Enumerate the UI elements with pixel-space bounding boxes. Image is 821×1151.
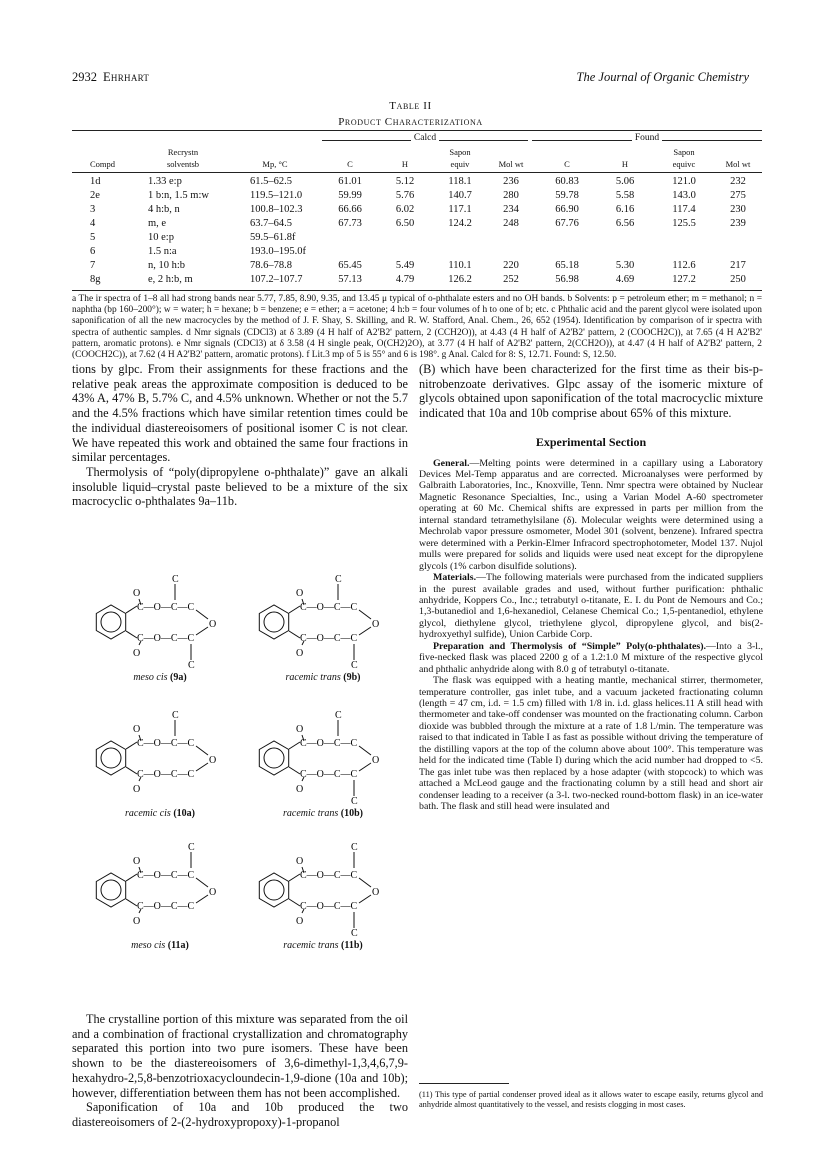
ester-chain-lower: C—O—C—C — [300, 633, 358, 644]
table-cell-fs: 125.5 — [672, 218, 696, 229]
table-cell-solv: m, e — [148, 218, 167, 229]
table-cell-fc: 59.78 — [555, 190, 579, 201]
table-cell-cs: 140.7 — [448, 190, 472, 201]
structure-label-prefix: racemic cis — [125, 808, 171, 819]
table-cell-fm: 230 — [730, 204, 746, 215]
table-cell-fs: 143.0 — [672, 190, 696, 201]
table-cell-ch: 6.02 — [395, 204, 415, 215]
bond-line — [196, 763, 208, 771]
structure-label-prefix: racemic trans — [283, 940, 339, 951]
ester-chain-lower: C—O—C—C — [137, 901, 195, 912]
table-cell-compd: 4 — [90, 218, 96, 229]
table-cell-fs: 112.6 — [672, 260, 696, 271]
table-cell-fh: 5.30 — [615, 260, 635, 271]
table-cell-cm: 234 — [503, 204, 519, 215]
methyl-group: C — [351, 796, 358, 807]
table-cell-cc: 61.01 — [338, 176, 362, 187]
ester-chain-upper: C—O—C—C — [300, 738, 358, 749]
bond-line — [289, 899, 300, 906]
bond-line — [359, 895, 371, 903]
ester-chain-lower: C—O—C—C — [137, 633, 195, 644]
header-h-calcd: H — [401, 159, 409, 169]
table-cell-solv: 10 e:p — [148, 232, 174, 243]
flask-paragraph: The flask was equipped with a heating mantle, mechanical stirrer, thermometer, temperature controller, gas inlet tube, and a vacuum jacketed fractionating column (length = 47 cm, i.d. = 1.5 cm) filled with 1/8 in. i.d. glass helices.11 A still head with thermometer and take-off condenser was mounted on the fractionating column. Carbon dioxide was bubbled through the mixture at a rate of 1.8 l./min. The temperature was raised to that indicated in Table I as fast as possible without driving the temperature of the distilling vapors at the top of the column above about 100°. This temperature was held for the indicated time (Table I) during which the acid number had dropped to <5. The gas inlet tube was then replaced by a hose adapter (with stopcock) to which was attached a McLeod gauge and the fractionating column by a still head and short air condenser leading to a receiver (a 3-l. two-necked round-bottom flask) in an ice-water bath. The flask and still head were insulated and — [419, 675, 763, 813]
table-caption: Product Characterizationa — [338, 116, 483, 128]
structure-2 — [248, 572, 398, 683]
ester-chain-upper: C—O—C—C — [137, 602, 195, 613]
methyl-group: C — [351, 842, 358, 853]
bond-line — [196, 610, 208, 619]
bond-line — [289, 606, 300, 613]
right-column — [419, 362, 763, 813]
carbonyl-oxygen: O — [133, 856, 141, 867]
bond-line — [126, 874, 137, 881]
left-column-lower — [72, 1012, 408, 1130]
carbonyl-oxygen: O — [133, 648, 141, 659]
table-cell-ch: 5.76 — [395, 190, 415, 201]
table-cell-fm: 275 — [730, 190, 746, 201]
structure-label — [248, 808, 398, 819]
calcd-group-rule — [322, 133, 528, 143]
header-recrystn: Recrystn — [167, 147, 199, 157]
table-cell-fh: 5.06 — [615, 176, 635, 187]
methyl-group: C — [335, 574, 342, 585]
prep-text: —Into a 3-l., five-necked flask was placed 2200 g of a 1.2:1.0 M mixture of the respective glycol and phthalic anhydride along with 8.0 g of tetrabutyl o-titanate. — [419, 640, 763, 675]
structure-label — [85, 940, 235, 951]
table-cell-fc: 56.98 — [555, 274, 579, 285]
table-cell-cc: 66.66 — [338, 204, 362, 215]
carbonyl-oxygen: O — [133, 724, 141, 735]
carbonyl-oxygen: O — [296, 648, 304, 659]
ester-chain-upper: C—O—C—C — [137, 870, 195, 881]
bond-line — [196, 627, 208, 635]
header-c-found: C — [564, 159, 570, 169]
table-cell-cc: 65.45 — [338, 260, 362, 271]
bond-line — [359, 746, 371, 755]
structure-label — [85, 808, 235, 819]
table-cell-cc: 67.73 — [338, 218, 362, 229]
table-cell-compd: 2e — [90, 190, 100, 201]
table-cell-compd: 3 — [90, 204, 96, 215]
table-cell-compd: 8g — [90, 274, 101, 285]
prep-paragraph — [419, 641, 763, 675]
table-cell-cc: 59.99 — [338, 190, 362, 201]
table-cell-mp: 63.7–64.5 — [250, 218, 292, 229]
table-cell-cm: 252 — [503, 274, 519, 285]
table-cell-ch: 5.12 — [395, 176, 415, 187]
methyl-group: C — [188, 842, 195, 853]
methyl-group: C — [351, 928, 358, 939]
structure-3 — [85, 708, 235, 819]
table-cell-mp: 193.0–195.0f — [250, 246, 306, 257]
header-h-found: H — [621, 159, 629, 169]
table-cell-mp: 119.5–121.0 — [250, 190, 303, 201]
header-solvents: solventsb — [166, 159, 200, 169]
table-cell-mp: 107.2–107.7 — [250, 274, 303, 285]
table-cell-fs: 127.2 — [672, 274, 696, 285]
aromatic-circle — [264, 748, 284, 768]
table-cell-cs: 124.2 — [448, 218, 472, 229]
table-cell-mp: 100.8–102.3 — [250, 204, 303, 215]
table-cell-fh: 6.56 — [615, 218, 635, 229]
left-para-3: The crystalline portion of this mixture was separated from the oil and a combination of fractional crystallization and chromatography separated this portion into two pure isomers. These have been shown to be the diastereoisomers of 3,6-dimethyl-1,3,4,6,7,9-hexahydro-2,5,8-benzotrioxacycloundecin-1,9-dione (10a and 10b); however, differentiation between them has not been accomplished. — [72, 1012, 408, 1100]
bond-line — [126, 767, 137, 774]
bond-line — [196, 746, 208, 755]
header-molwt-calcd: Mol wt — [498, 159, 524, 169]
structure-label — [248, 940, 398, 951]
structure-label — [85, 672, 235, 683]
structure-label — [248, 672, 398, 683]
table-cell-fc: 66.90 — [555, 204, 579, 215]
table-cell-fm: 217 — [730, 260, 746, 271]
table-cell-fm: 232 — [730, 176, 746, 187]
table-cell-solv: 4 h:b, n — [148, 204, 180, 215]
found-group-rule — [532, 133, 762, 143]
left-para-2: Thermolysis of “poly(dipropylene o-phthalate)” gave an alkali insoluble liquid–crystal paste believed to be a mixture of the six macrocyclic o-phthalates 9a–11b. — [72, 464, 408, 509]
carbonyl-oxygen: O — [133, 916, 141, 927]
bond-line — [289, 767, 300, 774]
left-column-upper — [72, 362, 408, 509]
table-cell-compd: 5 — [90, 232, 96, 243]
table-cell-fm: 250 — [730, 274, 746, 285]
structure-label-id: (11b) — [338, 940, 363, 951]
table-cell-fs: 117.4 — [672, 204, 696, 215]
table-cell-fc: 65.18 — [555, 260, 579, 271]
table-top-rule — [72, 130, 762, 131]
right-para-1: (B) which have been characterized for the first time as their bis-p-nitrobenzoate derivatives. Glpc assay of the isomeric mixture of glycols obtained upon saponification of the total macrocyclic mixture indicated that 10a and 10b comprise about 65% of this mixture. — [419, 362, 763, 421]
table-cell-fc: 60.83 — [555, 176, 579, 187]
table-cell-fs: 121.0 — [672, 176, 696, 187]
table-cell-compd: 7 — [90, 260, 96, 271]
bond-line — [126, 606, 137, 613]
aromatic-circle — [264, 880, 284, 900]
table-cell-solv: 1.5 n:a — [148, 246, 177, 257]
page-number: 2932 — [72, 70, 97, 84]
table-cell-cs: 110.1 — [448, 260, 472, 271]
table-cell-mp: 59.5–61.8f — [250, 232, 296, 243]
header-mp: Mp, °C — [262, 159, 288, 169]
aromatic-circle — [264, 612, 284, 632]
table-footnotes: a The ir spectra of 1–8 all had strong bands near 5.77, 7.85, 8.90, 9.35, and 13.45 μ typical of o-phthalate esters and no OH bands. b Solvents: p = petroleum ether; m = methanol; n = naphtha (bp 160–200°); w = water; h = hexane; b = benzene; e = ether; a = acetone; 4 h:b = four volumes of h to one of b; etc. c Phthalic acid and the parent glycol were isolated upon saponification of all the new macrocycles by the method of J. F. Shay, S. Skilling, and R. W. Stafford, Anal. Chem., 26, 652 (1954). Identification by comparison of ir spectra with spectra of authentic samples. d Nmr signals (CDCl3) at δ 3.89 (4 H half of A2'B2' pattern, 2 (CCH2O)), at 4.43 (4 H half of A2'B2' pattern, 2 (COOCH2C)), at 7.65 (4 H A2'B2' pattern, aromatic protons). e Nmr signals (CDCl3) at δ 3.58 (4 H single peak, O(CH2)2O), at 3.77 (4 H half of A2'B2' pattern, 2(CCH2O)), at 4.47 (4 H half of A2'B2' pattern, 2 (COOCH2C)), at 7.62 (4 H A2'B2' pattern, aromatic protons). f Lit.3 mp of 5 is 55° and 6 is 198°. g Anal. Calcd for 8: S, 12.71. Found: S, 12.50. — [72, 294, 762, 361]
materials-paragraph — [419, 572, 763, 641]
ester-chain-upper: C—O—C—C — [300, 870, 358, 881]
bond-line — [126, 631, 137, 638]
journal-title: The Journal of Organic Chemistry — [576, 70, 749, 84]
general-paragraph — [419, 458, 763, 573]
structure-1 — [85, 572, 235, 683]
carbonyl-oxygen: O — [133, 588, 141, 599]
table-cell-compd: 1d — [90, 176, 101, 187]
carbonyl-oxygen: O — [296, 856, 304, 867]
structure-label-id: (9b) — [340, 672, 361, 683]
header-sapon-calcd: Sapon — [449, 147, 471, 157]
header-equiv-found: equivc — [672, 159, 696, 169]
table-cell-cm: 280 — [503, 190, 519, 201]
structure-4 — [248, 708, 398, 819]
structure-label-id: (11a) — [165, 940, 189, 951]
table-title: Table II — [389, 100, 432, 112]
structure-label-id: (10a) — [170, 808, 195, 819]
table-cell-solv: 1 b:n, 1.5 m:w — [148, 190, 209, 201]
table-cell-ch: 5.49 — [395, 260, 415, 271]
left-para-1: tions by glpc. From their assignments for these fractions and the relative peak areas the approximate composition is deduced to be 43% A, 47% B, 5.7% C, and 4.5% unknown. Whether or not the 5.7 and the 4.5% fractions which have similar retention times could be the individual diastereoisomers of positional isomer C is not clear. We have repeated this work and obtained the same four fractions in similar percentages. — [72, 362, 408, 465]
table-cell-mp: 61.5–62.5 — [250, 176, 292, 187]
ester-chain-lower: C—O—C—C — [300, 901, 358, 912]
header-equiv-calcd: equiv — [450, 159, 470, 169]
table-cell-cs: 118.1 — [448, 176, 472, 187]
bond-line — [359, 610, 371, 619]
table-cell-mp: 78.6–78.8 — [250, 260, 292, 271]
bond-line — [359, 627, 371, 635]
carbonyl-oxygen: O — [296, 724, 304, 735]
ester-chain-lower: C—O—C—C — [300, 769, 358, 780]
table-cell-fm: 239 — [730, 218, 746, 229]
left-para-4: Saponification of 10a and 10b produced the two diastereoisomers of 2-(2-hydroxypropoxy)-1-propanol — [72, 1100, 408, 1129]
general-text: —Melting points were determined in a capillary using a Laboratory Devices Mel-Temp apparatus and are corrected. Microanalyses were performed by Galbraith Laboratories, Inc., Knoxville, Tenn. Nmr spectra were obtained by Nuclear Magnetic Resonance Specialties, Inc., using a Varian Model A-60 spectrometer operating at 60 Mc. Chemical shifts are expressed in parts per million from the internal standard tetramethylsilane (δ). Molecular weights were determined using a Mechrolab vapor pressure osmometer, Model 301 (solvent, benzene). Infrared spectra were determined with a Perkin-Elmer Infracord spectrophotometer, Model 137. Nujol mulls were prepared for solids and liquids were used neat except for the dipropylene glycols (1% carbon disulfide solutions). — [419, 457, 763, 572]
table-cell-ch: 6.50 — [395, 218, 415, 229]
aromatic-circle — [101, 880, 121, 900]
bond-line — [126, 742, 137, 749]
table-bottom-rule — [72, 290, 762, 291]
table-cell-fh: 4.69 — [615, 274, 635, 285]
carbonyl-oxygen: O — [133, 784, 141, 795]
header-sapon-found: Sapon — [673, 147, 695, 157]
bond-line — [196, 878, 208, 887]
experimental-section-title: Experimental Section — [535, 434, 647, 449]
ether-oxygen: O — [372, 755, 380, 766]
ether-oxygen: O — [372, 619, 380, 630]
structure-label-id: (10b) — [338, 808, 363, 819]
structure-5 — [85, 840, 235, 951]
table-cell-solv: 1.33 e:p — [148, 176, 182, 187]
structure-label-id: (9a) — [167, 672, 187, 683]
bond-line — [359, 878, 371, 887]
bond-line — [196, 895, 208, 903]
table-cell-cm: 248 — [503, 218, 519, 229]
methyl-group: C — [188, 660, 195, 671]
ester-chain-lower: C—O—C—C — [137, 769, 195, 780]
footnote-rule — [419, 1083, 509, 1084]
structure-6 — [248, 840, 398, 951]
materials-heading: Materials. — [433, 572, 477, 584]
found-group-label: Found — [632, 133, 662, 143]
table-cell-cm: 220 — [503, 260, 519, 271]
table-cell-fh: 6.16 — [615, 204, 635, 215]
table-cell-fh: 5.58 — [615, 190, 635, 201]
ether-oxygen: O — [209, 755, 217, 766]
structure-label-prefix: racemic trans — [282, 808, 339, 819]
bond-line — [289, 742, 300, 749]
structure-label-prefix: meso cis — [131, 940, 166, 951]
table-header-rule — [72, 172, 762, 173]
table-cell-fc: 67.76 — [555, 218, 579, 229]
aromatic-circle — [101, 612, 121, 632]
table-cell-solv: n, 10 h:b — [148, 260, 186, 271]
table-cell-cs: 117.1 — [448, 204, 472, 215]
ether-oxygen: O — [209, 619, 217, 630]
bond-line — [359, 763, 371, 771]
table-cell-solv: e, 2 h:b, m — [148, 274, 193, 285]
header-molwt-found: Mol wt — [725, 159, 751, 169]
running-author: Ehrhart — [103, 70, 150, 84]
structure-label-prefix: racemic trans — [285, 672, 341, 683]
carbonyl-oxygen: O — [296, 784, 304, 795]
methyl-group: C — [172, 710, 179, 721]
header-c-calcd: C — [347, 159, 353, 169]
aromatic-circle — [101, 748, 121, 768]
bond-line — [126, 899, 137, 906]
footnote-11: (11) This type of partial condenser proved ideal as it allows water to escape easily, returns glycol and anhydride almost quantitatively to the vessel, and resists clogging in most cases. — [419, 1090, 763, 1109]
structure-label-prefix: meso cis — [133, 672, 168, 683]
calcd-group-label: Calcd — [411, 133, 439, 143]
prep-heading: Preparation and Thermolysis of “Simple” Poly(o-phthalates). — [433, 640, 706, 652]
bond-line — [289, 874, 300, 881]
table-cell-cs: 126.2 — [448, 274, 472, 285]
table-cell-cm: 236 — [503, 176, 519, 187]
table-cell-compd: 6 — [90, 246, 96, 257]
table-cell-ch: 4.79 — [395, 274, 415, 285]
ester-chain-upper: C—O—C—C — [137, 738, 195, 749]
carbonyl-oxygen: O — [296, 916, 304, 927]
table-cell-cc: 57.13 — [338, 274, 362, 285]
ester-chain-upper: C—O—C—C — [300, 602, 358, 613]
methyl-group: C — [351, 660, 358, 671]
materials-text: —The following materials were purchased from the indicated suppliers in the purest available grades and used, without further purification: phthalic anhydride, Koppers Co., Inc.; tetrabutyl o-titanate, E. I. du Pont de Nemours and Co.; 1,3-butanediol and 1,6-hexanediol, Celanese Chemical Co.; 1,5-pentanediol, ethylene glycol, diethylene glycol, triethylene glycol, dipropylene glycol, and bis(2-hydroxyethyl sulfide), Union Carbide Corp. — [419, 572, 763, 641]
ether-oxygen: O — [372, 887, 380, 898]
general-heading: General. — [433, 457, 470, 469]
header-compd: Compd — [90, 159, 116, 169]
methyl-group: C — [335, 710, 342, 721]
ether-oxygen: O — [209, 887, 217, 898]
bond-line — [289, 631, 300, 638]
methyl-group: C — [172, 574, 179, 585]
carbonyl-oxygen: O — [296, 588, 304, 599]
